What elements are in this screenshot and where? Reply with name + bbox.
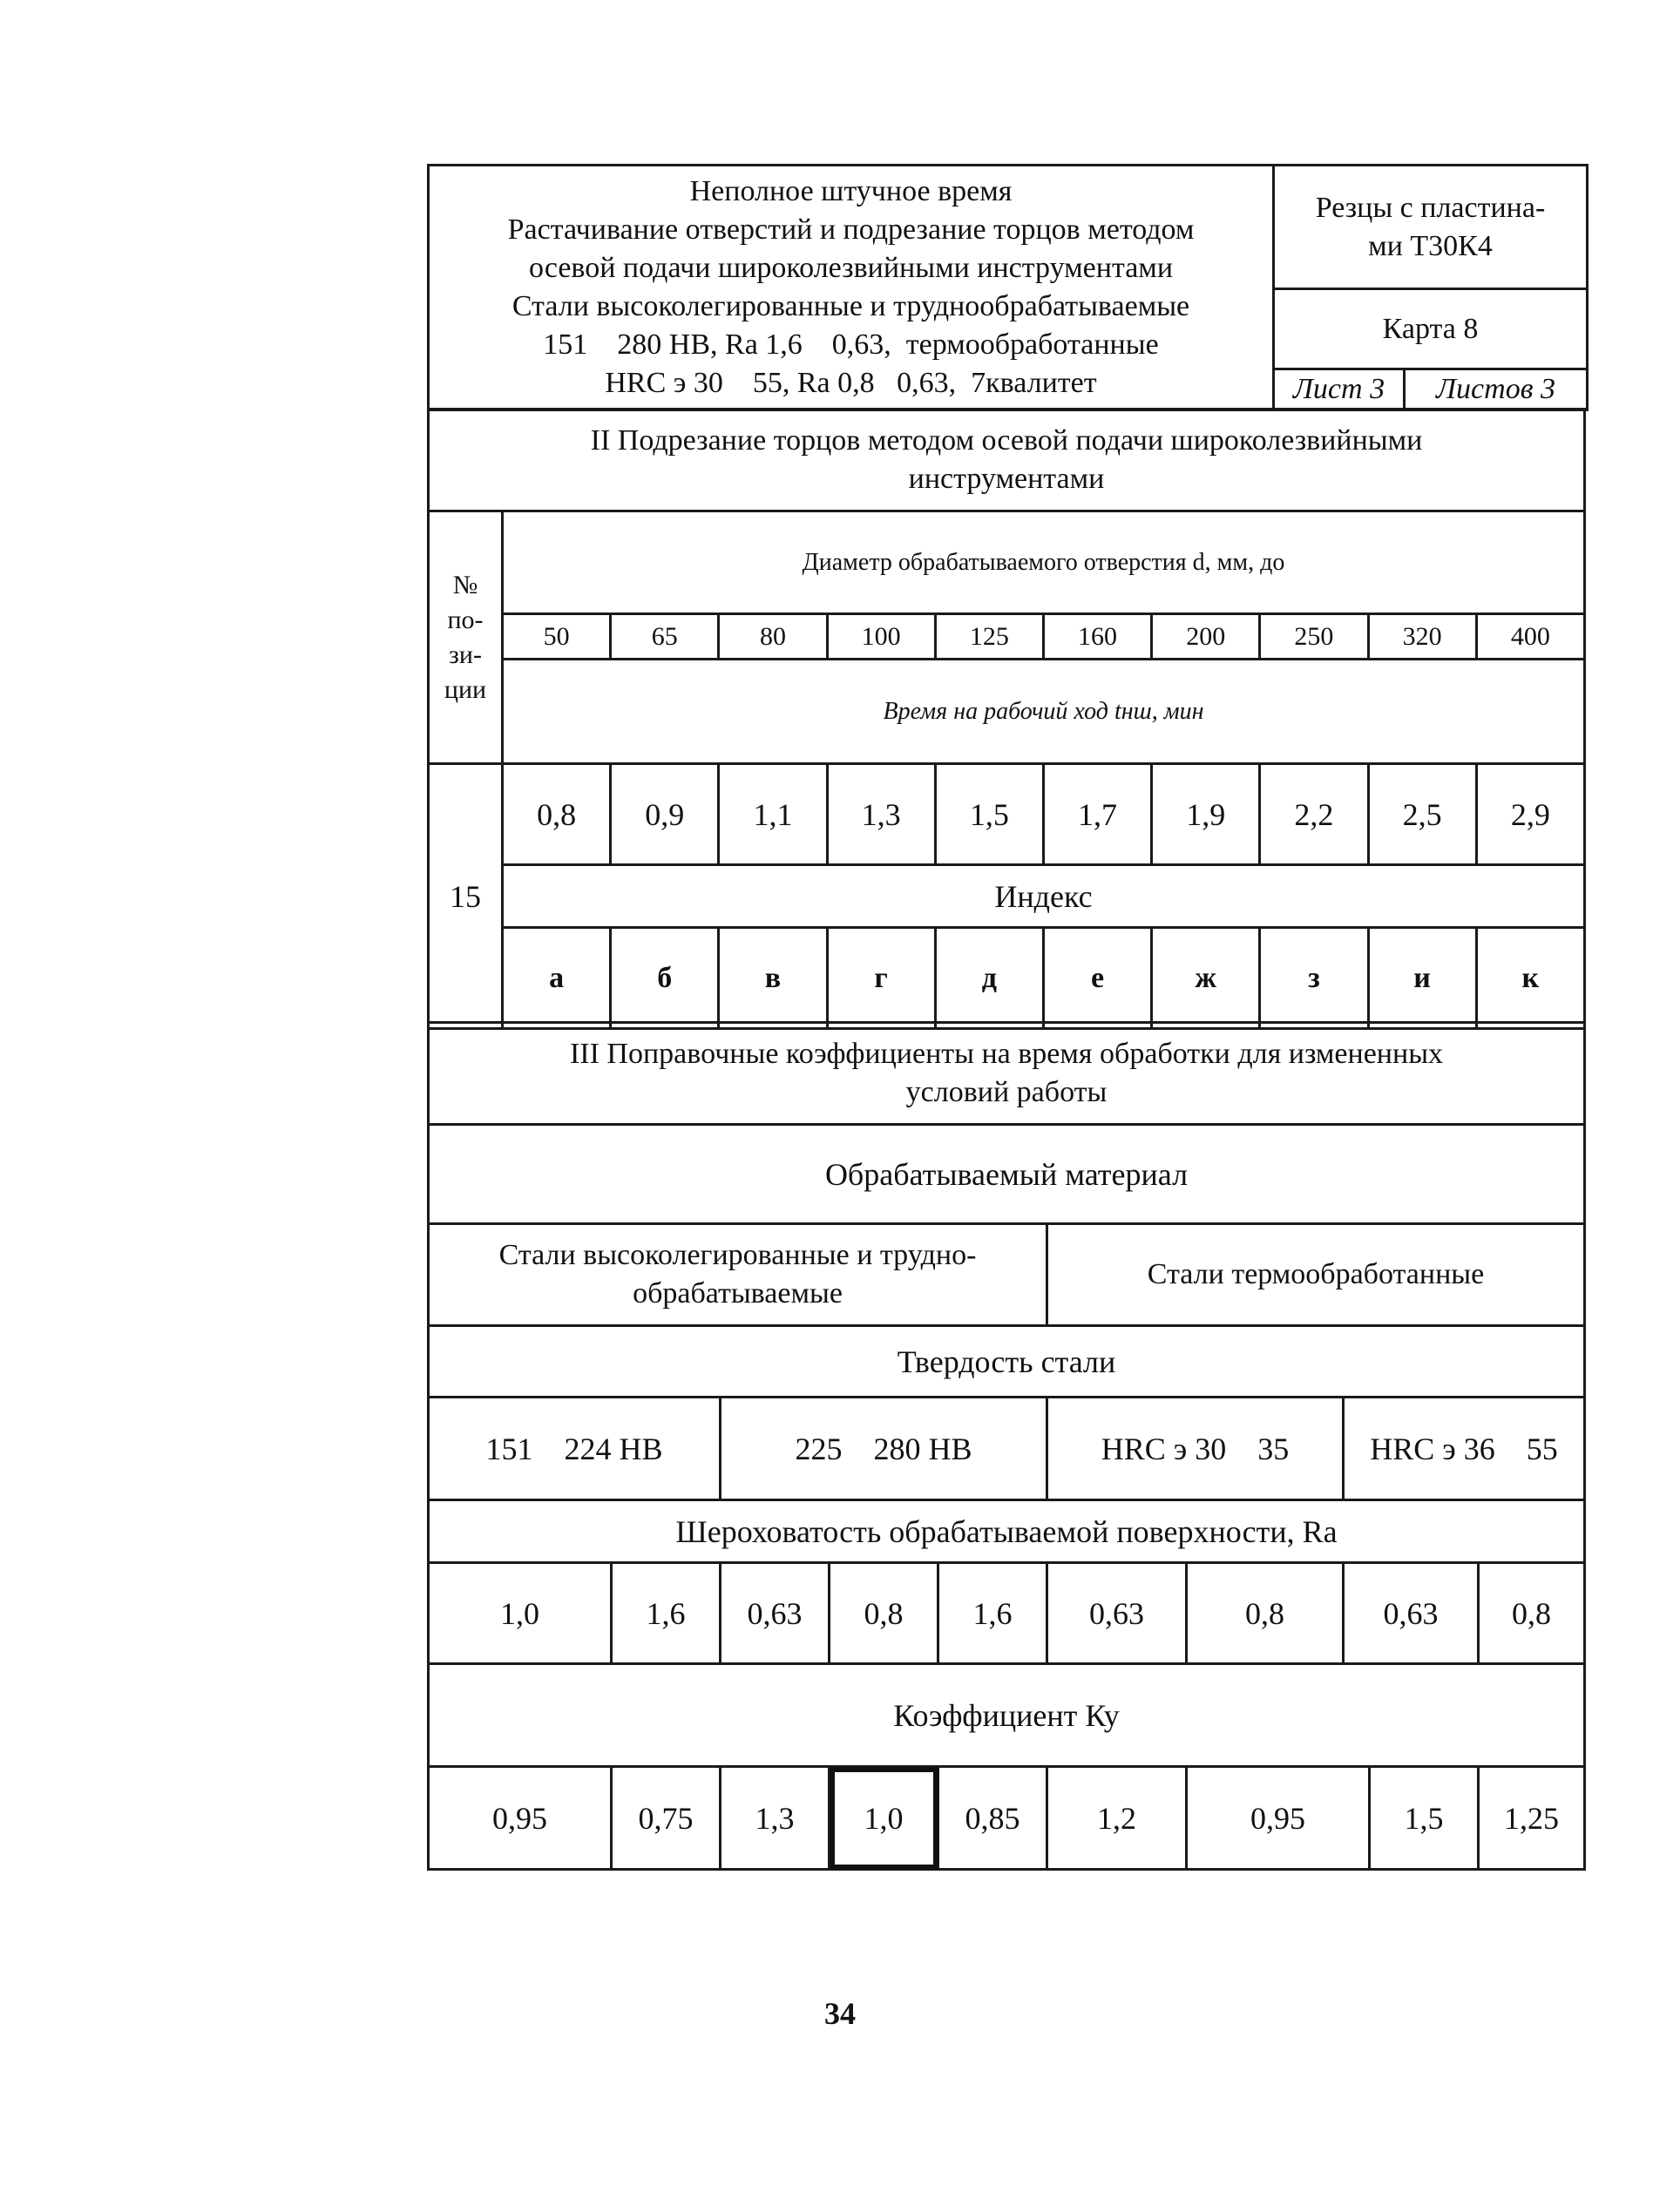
time-cell: 2,5 <box>1368 764 1476 865</box>
hardness-cell: 225 280 НВ <box>721 1398 1047 1500</box>
material-high-alloy-line-2: обрабатываемые <box>633 1277 843 1310</box>
coef-header: Коэффициент Ку <box>429 1664 1585 1767</box>
material-high-alloy <box>429 1224 1047 1326</box>
title-line-6: HRC э 30 55, Ra 0,8 0,63, 7квалитет <box>605 367 1097 399</box>
material-heat-treated: Стали термообработанные <box>1047 1224 1585 1326</box>
coef-header-table <box>427 1662 1586 1768</box>
material-high-alloy-line-1: Стали высоколегированные и трудно- <box>498 1239 977 1271</box>
coef-cell: 1,5 <box>1370 1767 1479 1870</box>
section-2-title-line-2: инструментами <box>908 463 1105 495</box>
roughness-header-table <box>427 1499 1586 1564</box>
time-table <box>427 510 1586 1030</box>
roughness-cell: 1,6 <box>938 1563 1047 1664</box>
tool-line-1: Резцы с пластина- <box>1315 191 1546 224</box>
coef-cell: 0,75 <box>612 1767 721 1870</box>
title-line-1: Неполное штучное время <box>689 175 1013 207</box>
title-line-2: Растачивание отверстий и подрезание торцов методом <box>507 213 1195 246</box>
roughness-cell: 0,63 <box>721 1563 830 1664</box>
sheets-total: Листов 3 <box>1405 369 1588 410</box>
hardness-table <box>427 1396 1586 1501</box>
position-header-line-1: № <box>452 570 478 599</box>
diameter-cell: 65 <box>611 614 719 660</box>
time-cell: 1,5 <box>935 764 1043 865</box>
roughness-header: Шероховатость обрабатываемой поверхности, Ra <box>429 1500 1585 1563</box>
header-block <box>427 164 1586 411</box>
coef-cell: 0,95 <box>429 1767 612 1870</box>
time-cell: 1,3 <box>827 764 935 865</box>
index-cell: в <box>719 928 827 1029</box>
position-header-line-4: ции <box>444 674 487 704</box>
position-number: 15 <box>429 764 503 1029</box>
coef-cell: 0,85 <box>938 1767 1047 1870</box>
diameter-cell: 250 <box>1260 614 1368 660</box>
index-cell: б <box>611 928 719 1029</box>
roughness-cell: 0,63 <box>1047 1563 1187 1664</box>
section-3-title-line-1: III Поправочные коэффициенты на время обработки для измененных <box>569 1038 1444 1070</box>
card-number: Карта 8 <box>1274 289 1588 369</box>
section-3-title-table <box>427 1021 1586 1225</box>
time-cell: 1,9 <box>1152 764 1260 865</box>
index-cell: д <box>935 928 1043 1029</box>
position-header-line-2: по- <box>447 605 484 634</box>
title-line-5: 151 280 НВ, Ra 1,6 0,63, термообработанные <box>543 328 1159 361</box>
index-header: Индекс <box>503 865 1585 928</box>
coef-cell: 0,95 <box>1187 1767 1370 1870</box>
hardness-header-table <box>427 1324 1586 1398</box>
title-line-4: Стали высоколегированные и труднообрабатываемые <box>511 290 1190 322</box>
hardness-cell: HRC э 36 55 <box>1344 1398 1585 1500</box>
section-2-title-line-1: II Подрезание торцов методом осевой подачи широколезвийными <box>590 424 1423 457</box>
time-cell: 1,1 <box>719 764 827 865</box>
roughness-cell: 1,6 <box>612 1563 721 1664</box>
material-table <box>427 1222 1586 1327</box>
diameter-header: Диаметр обрабатываемого отверстия d, мм, до <box>503 511 1585 614</box>
diameter-cell: 80 <box>719 614 827 660</box>
page-number: 34 <box>824 1996 856 2031</box>
roughness-cell: 1,0 <box>429 1563 612 1664</box>
coef-cell: 1,3 <box>721 1767 830 1870</box>
section-2-block <box>427 408 1586 1030</box>
diameter-cell: 125 <box>935 614 1043 660</box>
coef-cell: 1,2 <box>1047 1767 1187 1870</box>
material-header: Обрабатываемый материал <box>429 1125 1585 1224</box>
time-header: Время на рабочий ход tнш, мин <box>503 660 1585 764</box>
roughness-cell: 0,8 <box>1187 1563 1344 1664</box>
roughness-cell: 0,8 <box>830 1563 938 1664</box>
time-cell: 0,9 <box>611 764 719 865</box>
section-2-title-table <box>427 408 1586 512</box>
roughness-cell: 0,63 <box>1344 1563 1479 1664</box>
position-header-line-3: зи- <box>449 640 482 669</box>
index-cell: е <box>1043 928 1151 1029</box>
tool-line-2: ми Т30К4 <box>1368 229 1493 262</box>
tool-cell <box>1274 166 1588 289</box>
roughness-cell: 0,8 <box>1479 1563 1585 1664</box>
time-cell: 2,9 <box>1476 764 1584 865</box>
time-cell: 2,2 <box>1260 764 1368 865</box>
card-title <box>429 166 1274 410</box>
diameter-cell: 320 <box>1368 614 1476 660</box>
section-3-title-line-2: условий работы <box>905 1076 1108 1108</box>
hardness-cell: 151 224 НВ <box>429 1398 721 1500</box>
diameter-cell: 50 <box>503 614 611 660</box>
coef-table <box>427 1765 1586 1871</box>
hardness-header: Твердость стали <box>429 1326 1585 1398</box>
position-header <box>429 511 503 764</box>
index-cell: ж <box>1152 928 1260 1029</box>
roughness-table <box>427 1561 1586 1665</box>
index-cell: и <box>1368 928 1476 1029</box>
diameter-cell: 100 <box>827 614 935 660</box>
sheet-number: Лист 3 <box>1274 369 1405 410</box>
diameter-cell: 400 <box>1476 614 1584 660</box>
index-cell: а <box>503 928 611 1029</box>
section-3-title <box>429 1023 1585 1125</box>
coef-cell: 1,25 <box>1479 1767 1585 1870</box>
index-cell: к <box>1476 928 1584 1029</box>
time-cell: 1,7 <box>1043 764 1151 865</box>
time-cell: 0,8 <box>503 764 611 865</box>
header-table <box>427 164 1589 411</box>
index-cell: з <box>1260 928 1368 1029</box>
title-line-3: осевой подачи широколезвийными инструментами <box>528 252 1174 284</box>
index-cell: г <box>827 928 935 1029</box>
section-2-title <box>429 409 1585 511</box>
coef-cell-highlighted: 1,0 <box>830 1767 938 1870</box>
hardness-cell: HRC э 30 35 <box>1047 1398 1344 1500</box>
diameter-cell: 160 <box>1043 614 1151 660</box>
diameter-cell: 200 <box>1152 614 1260 660</box>
section-3-block <box>427 1021 1586 1871</box>
